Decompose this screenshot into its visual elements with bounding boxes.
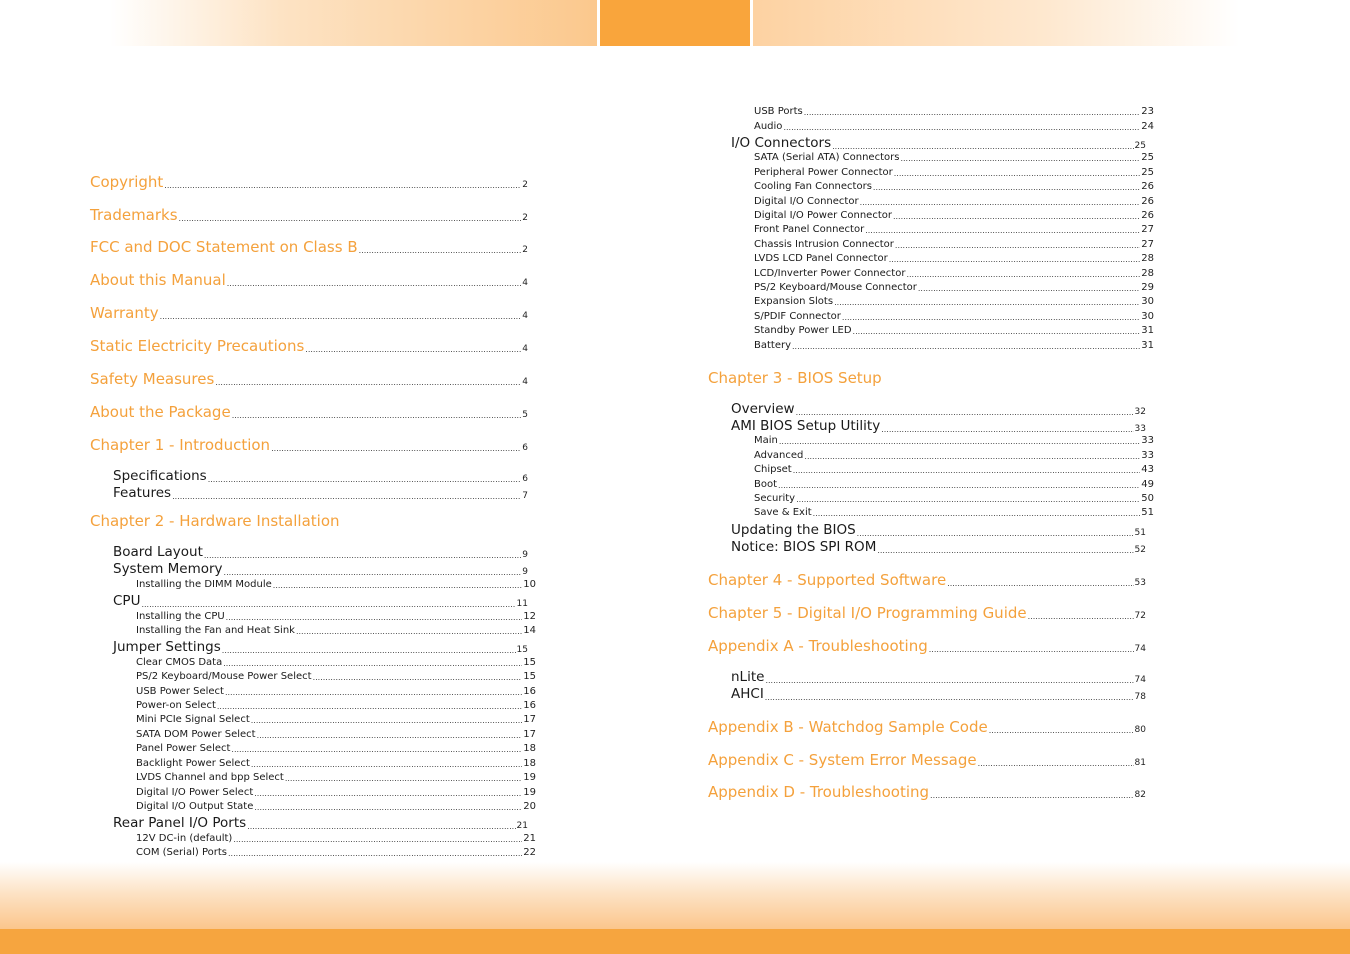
toc-entry-page: 19: [523, 787, 536, 798]
dot-leader: [857, 530, 1134, 538]
dot-leader: [793, 467, 1141, 475]
toc-entry-title: Standby Power LED: [754, 325, 852, 336]
toc-entry-title: Installing the CPU: [136, 611, 225, 622]
toc-entry-audio[interactable]: [754, 122, 1154, 132]
toc-entry-page: 50: [1141, 493, 1154, 504]
toc-entry-title: Appendix C - System Error Message: [708, 751, 977, 769]
toc-entry-title: Warranty: [90, 304, 159, 322]
toc-entry-usb-power-select[interactable]: [136, 687, 536, 697]
toc-entry-title: Features: [113, 485, 172, 501]
dot-leader: [172, 493, 521, 501]
toc-entry-title: Trademarks: [90, 206, 178, 224]
toc-entry-page: 16: [523, 686, 536, 697]
toc-entry-nlite[interactable]: [731, 671, 1146, 685]
toc-entry-page: 5: [522, 410, 528, 420]
toc-entry-page: 24: [1141, 121, 1154, 132]
dot-leader: [889, 256, 1141, 264]
toc-entry-page: 27: [1141, 239, 1154, 250]
dot-leader: [765, 694, 1134, 702]
dot-leader: [832, 143, 1133, 151]
toc-entry-page: 31: [1141, 340, 1154, 351]
toc-entry-title: Appendix D - Troubleshooting: [708, 783, 930, 801]
toc-entry-title: Digital I/O Connector: [754, 196, 859, 207]
dot-leader: [215, 379, 521, 387]
toc-entry-page: 53: [1134, 578, 1146, 588]
toc-entry-title: Front Panel Connector: [754, 224, 865, 235]
toc-entry-page: 6: [522, 443, 528, 453]
toc-entry-page: 43: [1141, 464, 1154, 475]
footer-bar: [0, 929, 1350, 954]
toc-entry-title: Main: [754, 435, 778, 446]
toc-entry-sata-serial-ata-connectors[interactable]: [754, 153, 1154, 163]
dot-leader: [208, 476, 522, 484]
dot-leader: [894, 170, 1141, 178]
toc-entry-peripheral-power-connector[interactable]: [754, 168, 1154, 178]
toc-entry-appendix-c-system-error-message[interactable]: [708, 753, 1146, 768]
toc-entry-page: 30: [1141, 296, 1154, 307]
dot-leader: [296, 628, 522, 636]
toc-entry-page: 31: [1141, 325, 1154, 336]
dot-leader: [231, 746, 522, 754]
toc-entry-digital-i-o-power-select[interactable]: [136, 788, 536, 798]
toc-entry-title: I/O Connectors: [731, 135, 832, 151]
toc-entry-page: 17: [523, 729, 536, 740]
dot-leader: [225, 689, 522, 697]
dot-leader: [273, 582, 522, 590]
toc-entry-page: 2: [522, 180, 528, 190]
dot-leader: [779, 438, 1140, 446]
dot-leader: [285, 775, 522, 783]
toc-entry-expansion-slots[interactable]: [754, 297, 1154, 307]
dot-leader: [359, 247, 522, 255]
toc-entry-usb-ports[interactable]: [754, 107, 1154, 117]
dot-leader: [179, 215, 522, 223]
toc-entry-title: Board Layout: [113, 544, 203, 560]
dot-leader: [783, 124, 1140, 132]
toc-entry-page: 15: [523, 671, 536, 682]
toc-entry-installing-the-dimm-module[interactable]: [136, 580, 536, 590]
toc-entry-title: Backlight Power Select: [136, 758, 250, 769]
toc-entry-page: 4: [522, 311, 528, 321]
dot-leader: [222, 647, 516, 655]
dot-leader: [271, 445, 521, 453]
toc-entry-title: Notice: BIOS SPI ROM: [731, 539, 877, 555]
toc-entry-title: Specifications: [113, 468, 207, 484]
dot-leader: [164, 182, 521, 190]
toc-entry-page: 15: [516, 644, 528, 655]
toc-entry-digital-i-o-output-state[interactable]: [136, 802, 536, 812]
toc-entry-title: Chassis Intrusion Connector: [754, 239, 894, 250]
toc-entry-title: Cooling Fan Connectors: [754, 181, 872, 192]
toc-entry-page: 27: [1141, 224, 1154, 235]
toc-entry-page: 22: [523, 847, 536, 858]
toc-entry-title: Expansion Slots: [754, 296, 834, 307]
toc-entry-trademarks[interactable]: [90, 208, 528, 223]
dot-leader: [305, 346, 521, 354]
toc-entry-page: 9: [522, 549, 528, 560]
toc-entry-page: 26: [1141, 196, 1154, 207]
dot-leader: [778, 482, 1140, 490]
toc-entry-page: 25: [1141, 152, 1154, 163]
dot-leader: [254, 790, 522, 798]
toc-entry-title: Chapter 4 - Supported Software: [708, 571, 947, 589]
header-band-left: [110, 0, 597, 46]
toc-entry-i-o-connectors[interactable]: [731, 137, 1146, 151]
toc-entry-page: 81: [1134, 758, 1146, 768]
toc-entry-title: Battery: [754, 340, 792, 351]
toc-entry-digital-i-o-connector[interactable]: [754, 197, 1154, 207]
toc-entry-page: 21: [516, 820, 528, 831]
toc-entry-title: Digital I/O Output State: [136, 801, 254, 812]
toc-entry-page: 74: [1134, 644, 1146, 654]
toc-entry-title: Clear CMOS Data: [136, 657, 223, 668]
toc-entry-page: 12: [523, 611, 536, 622]
toc-entry-page: 6: [522, 473, 528, 484]
toc-entry-title: System Memory: [113, 561, 223, 577]
dot-leader: [893, 213, 1140, 221]
dot-leader: [796, 409, 1134, 417]
dot-leader: [224, 569, 522, 577]
toc-entry-page: 19: [523, 772, 536, 783]
toc-entry-title: Panel Power Select: [136, 743, 231, 754]
toc-entry-page: 80: [1134, 725, 1146, 735]
toc-entry-title: USB Power Select: [136, 686, 224, 697]
toc-entry-title: Installing the DIMM Module: [136, 579, 272, 590]
toc-entry-chapter-4-supported-software[interactable]: [708, 573, 1146, 588]
toc-entry-installing-the-fan-and-heat-sink[interactable]: [136, 626, 536, 636]
toc-entry-battery[interactable]: [754, 341, 1154, 351]
dot-leader: [226, 614, 523, 622]
toc-entry-lvds-lcd-panel-connector[interactable]: [754, 254, 1154, 264]
dot-leader: [834, 299, 1140, 307]
toc-entry-title: 12V DC-in (default): [136, 833, 233, 844]
dot-leader: [873, 184, 1140, 192]
dot-leader: [1028, 613, 1134, 621]
toc-entry-title: AMI BIOS Setup Utility: [731, 418, 881, 434]
toc-entry-title: Appendix B - Watchdog Sample Code: [708, 718, 988, 736]
toc-entry-page: 33: [1134, 423, 1146, 434]
toc-entry-front-panel-connector[interactable]: [754, 225, 1154, 235]
dot-leader: [233, 836, 522, 844]
toc-entry-panel-power-select[interactable]: [136, 744, 536, 754]
toc-entry-title: Installing the Fan and Heat Sink: [136, 625, 295, 636]
dot-leader: [223, 660, 522, 668]
toc-entry-title: CPU: [113, 593, 141, 609]
toc-entry-page: 20: [523, 801, 536, 812]
toc-entry-title: Boot: [754, 479, 778, 490]
dot-leader: [804, 453, 1140, 461]
dot-leader: [257, 732, 523, 740]
toc-entry-ami-bios-setup-utility[interactable]: [731, 420, 1146, 434]
toc-entry-page: 25: [1141, 167, 1154, 178]
toc-entry-page: 33: [1141, 450, 1154, 461]
toc-entry-chassis-intrusion-connector[interactable]: [754, 240, 1154, 250]
toc-entry-ps-2-keyboard-mouse-power-select[interactable]: [136, 672, 536, 682]
dot-leader: [217, 703, 522, 711]
toc-entry-warranty[interactable]: [90, 306, 528, 321]
toc-entry-static-electricity-precautions[interactable]: [90, 339, 528, 354]
toc-entry-title: About the Package: [90, 403, 231, 421]
toc-entry-notice-bios-spi-rom[interactable]: [731, 541, 1146, 555]
toc-entry-mini-pcie-signal-select[interactable]: [136, 715, 536, 725]
toc-entry-page: 51: [1134, 527, 1146, 538]
toc-entry-page: 18: [523, 758, 536, 769]
dot-leader: [251, 761, 522, 769]
toc-entry-standby-power-led[interactable]: [754, 326, 1154, 336]
toc-entry-page: 26: [1141, 181, 1154, 192]
toc-entry-chapter-1-introduction[interactable]: [90, 438, 528, 453]
dot-leader: [792, 343, 1140, 351]
toc-entry-cooling-fan-connectors[interactable]: [754, 182, 1154, 192]
toc-entry-page: 72: [1134, 611, 1146, 621]
toc-entry-page: 21: [523, 833, 536, 844]
toc-entry-s-pdif-connector[interactable]: [754, 312, 1154, 322]
toc-entry-page: 26: [1141, 210, 1154, 221]
toc-entry-appendix-a-troubleshooting[interactable]: [708, 639, 1146, 654]
toc-entry-appendix-d-troubleshooting[interactable]: [708, 785, 1146, 800]
toc-entry-title: Digital I/O Power Connector: [754, 210, 892, 221]
dot-leader: [881, 426, 1133, 434]
toc-entry-page: 74: [1134, 674, 1146, 685]
toc-entry-page: 2: [522, 213, 528, 223]
toc-entry-title: SATA DOM Power Select: [136, 729, 256, 740]
toc-entry-chapter-5-digital-i-o-programming-guide[interactable]: [708, 606, 1146, 621]
toc-entry-title: LCD/Inverter Power Connector: [754, 268, 906, 279]
toc-heading-chapter-3-bios-setup: Chapter 3 - BIOS Setup: [708, 369, 882, 387]
dot-leader: [865, 227, 1140, 235]
toc-entry-page: 33: [1141, 435, 1154, 446]
toc-entry-installing-the-cpu[interactable]: [136, 612, 536, 622]
toc-entry-page: 51: [1141, 507, 1154, 518]
toc-entry-page: 9: [522, 566, 528, 577]
dot-leader: [906, 271, 1140, 279]
toc-entry-title: Jumper Settings: [113, 639, 221, 655]
dot-leader: [247, 823, 515, 831]
toc-heading-chapter-2-hardware-installation: Chapter 2 - Hardware Installation: [90, 512, 340, 530]
toc-entry-title: Rear Panel I/O Ports: [113, 815, 247, 831]
toc-entry-page: 23: [1141, 106, 1154, 117]
dot-leader: [860, 199, 1141, 207]
toc-entry-features[interactable]: [113, 487, 528, 501]
toc-entry-title: Chipset: [754, 464, 792, 475]
dot-leader: [929, 646, 1134, 654]
toc-entry-page: 4: [522, 278, 528, 288]
toc-entry-page: 15: [523, 657, 536, 668]
toc-entry-title: USB Ports: [754, 106, 803, 117]
toc-entry-title: LVDS Channel and bpp Select: [136, 772, 284, 783]
dot-leader: [947, 580, 1133, 588]
dot-leader: [765, 677, 1133, 685]
toc-entry-title: Safety Measures: [90, 370, 215, 388]
header-band-center: [600, 0, 750, 46]
toc-entry-page: 7: [522, 490, 528, 501]
toc-entry-title: Updating the BIOS: [731, 522, 856, 538]
toc-entry-title: AHCI: [731, 686, 764, 702]
toc-entry-title: Mini PCIe Signal Select: [136, 714, 250, 725]
toc-entry-about-the-package[interactable]: [90, 405, 528, 420]
toc-entry-page: 82: [1134, 790, 1146, 800]
toc-entry-12v-dc-in-default[interactable]: [136, 834, 536, 844]
header-band-right: [753, 0, 1240, 46]
toc-entry-lcd-inverter-power-connector[interactable]: [754, 269, 1154, 279]
toc-entry-clear-cmos-data[interactable]: [136, 658, 536, 668]
dot-leader: [918, 285, 1140, 293]
toc-entry-page: 11: [516, 598, 528, 609]
toc-entry-page: 30: [1141, 311, 1154, 322]
dot-leader: [877, 547, 1133, 555]
toc-entry-rear-panel-i-o-ports[interactable]: [113, 817, 528, 831]
dot-leader: [227, 280, 522, 288]
dot-leader: [813, 510, 1141, 518]
toc-entry-about-this-manual[interactable]: [90, 273, 528, 288]
toc-entry-appendix-b-watchdog-sample-code[interactable]: [708, 720, 1146, 735]
toc-entry-title: FCC and DOC Statement on Class B: [90, 238, 358, 256]
toc-entry-system-memory[interactable]: [113, 563, 528, 577]
dot-leader: [895, 242, 1140, 250]
dot-leader: [900, 155, 1140, 163]
toc-entry-title: Peripheral Power Connector: [754, 167, 893, 178]
toc-entry-updating-the-bios[interactable]: [731, 524, 1146, 538]
dot-leader: [313, 674, 523, 682]
toc-entry-page: 10: [523, 579, 536, 590]
dot-leader: [796, 496, 1140, 504]
footer-gradient: [0, 862, 1350, 930]
toc-entry-title: Appendix A - Troubleshooting: [708, 637, 928, 655]
dot-leader: [232, 412, 522, 420]
toc-entry-page: 16: [523, 700, 536, 711]
toc-entry-lvds-channel-and-bpp-select[interactable]: [136, 773, 536, 783]
toc-entry-page: 49: [1141, 479, 1154, 490]
toc-entry-title: SATA (Serial ATA) Connectors: [754, 152, 900, 163]
toc-entry-security[interactable]: [754, 494, 1154, 504]
toc-entry-page: 52: [1134, 544, 1146, 555]
dot-leader: [804, 109, 1141, 117]
toc-entry-page: 14: [523, 625, 536, 636]
toc-entry-overview[interactable]: [731, 403, 1146, 417]
toc-entry-page: 32: [1134, 406, 1146, 417]
dot-leader: [141, 601, 515, 609]
toc-entry-page: 78: [1134, 691, 1146, 702]
toc-entry-backlight-power-select[interactable]: [136, 759, 536, 769]
toc-entry-sata-dom-power-select[interactable]: [136, 730, 536, 740]
toc-entry-page: 4: [522, 344, 528, 354]
toc-entry-copyright[interactable]: [90, 175, 528, 190]
dot-leader: [204, 552, 521, 560]
toc-entry-page: 29: [1141, 282, 1154, 293]
toc-entry-com-serial-ports[interactable]: [136, 848, 536, 858]
toc-entry-title: S/PDIF Connector: [754, 311, 841, 322]
toc-entry-title: PS/2 Keyboard/Mouse Power Select: [136, 671, 312, 682]
toc-entry-page: 2: [522, 245, 528, 255]
toc-entry-title: nLite: [731, 669, 765, 685]
dot-leader: [160, 313, 522, 321]
toc-entry-page: 17: [523, 714, 536, 725]
dot-leader: [251, 717, 523, 725]
toc-entry-title: Overview: [731, 401, 795, 417]
toc-entry-power-on-select[interactable]: [136, 701, 536, 711]
toc-entry-page: 28: [1141, 268, 1154, 279]
dot-leader: [228, 850, 522, 858]
toc-entry-page: 4: [522, 377, 528, 387]
toc-entry-safety-measures[interactable]: [90, 372, 528, 387]
toc-entry-page: 18: [523, 743, 536, 754]
toc-entry-ps-2-keyboard-mouse-connector[interactable]: [754, 283, 1154, 293]
toc-entry-title: PS/2 Keyboard/Mouse Connector: [754, 282, 917, 293]
toc-entry-title: COM (Serial) Ports: [136, 847, 227, 858]
toc-entry-title: Security: [754, 493, 796, 504]
toc-entry-board-layout[interactable]: [113, 546, 528, 560]
toc-entry-title: Audio: [754, 121, 783, 132]
toc-entry-title: Copyright: [90, 173, 164, 191]
toc-entry-title: Power-on Select: [136, 700, 216, 711]
toc-entry-specifications[interactable]: [113, 470, 528, 484]
toc-entry-title: Digital I/O Power Select: [136, 787, 254, 798]
toc-entry-jumper-settings[interactable]: [113, 641, 528, 655]
dot-leader: [978, 760, 1134, 768]
toc-entry-save-exit[interactable]: [754, 508, 1154, 518]
dot-leader: [853, 328, 1141, 336]
toc-entry-page: 25: [1134, 140, 1146, 151]
toc-entry-cpu[interactable]: [113, 595, 528, 609]
toc-entry-ahci[interactable]: [731, 688, 1146, 702]
toc-entry-title: Chapter 1 - Introduction: [90, 436, 271, 454]
toc-entry-title: LVDS LCD Panel Connector: [754, 253, 888, 264]
dot-leader: [254, 804, 522, 812]
dot-leader: [842, 314, 1140, 322]
toc-entry-title: About this Manual: [90, 271, 226, 289]
toc-entry-title: Advanced: [754, 450, 804, 461]
toc-entry-page: 28: [1141, 253, 1154, 264]
dot-leader: [989, 727, 1134, 735]
toc-entry-chipset[interactable]: [754, 465, 1154, 475]
toc-entry-title: Chapter 5 - Digital I/O Programming Guide: [708, 604, 1027, 622]
toc-entry-main[interactable]: [754, 436, 1154, 446]
toc-entry-title: Static Electricity Precautions: [90, 337, 305, 355]
toc-entry-fcc-and-doc-statement-on-class-b[interactable]: [90, 240, 528, 255]
toc-entry-title: Save & Exit: [754, 507, 812, 518]
toc-entry-boot[interactable]: [754, 480, 1154, 490]
toc-entry-digital-i-o-power-connector[interactable]: [754, 211, 1154, 221]
dot-leader: [930, 792, 1134, 800]
toc-entry-advanced[interactable]: [754, 451, 1154, 461]
